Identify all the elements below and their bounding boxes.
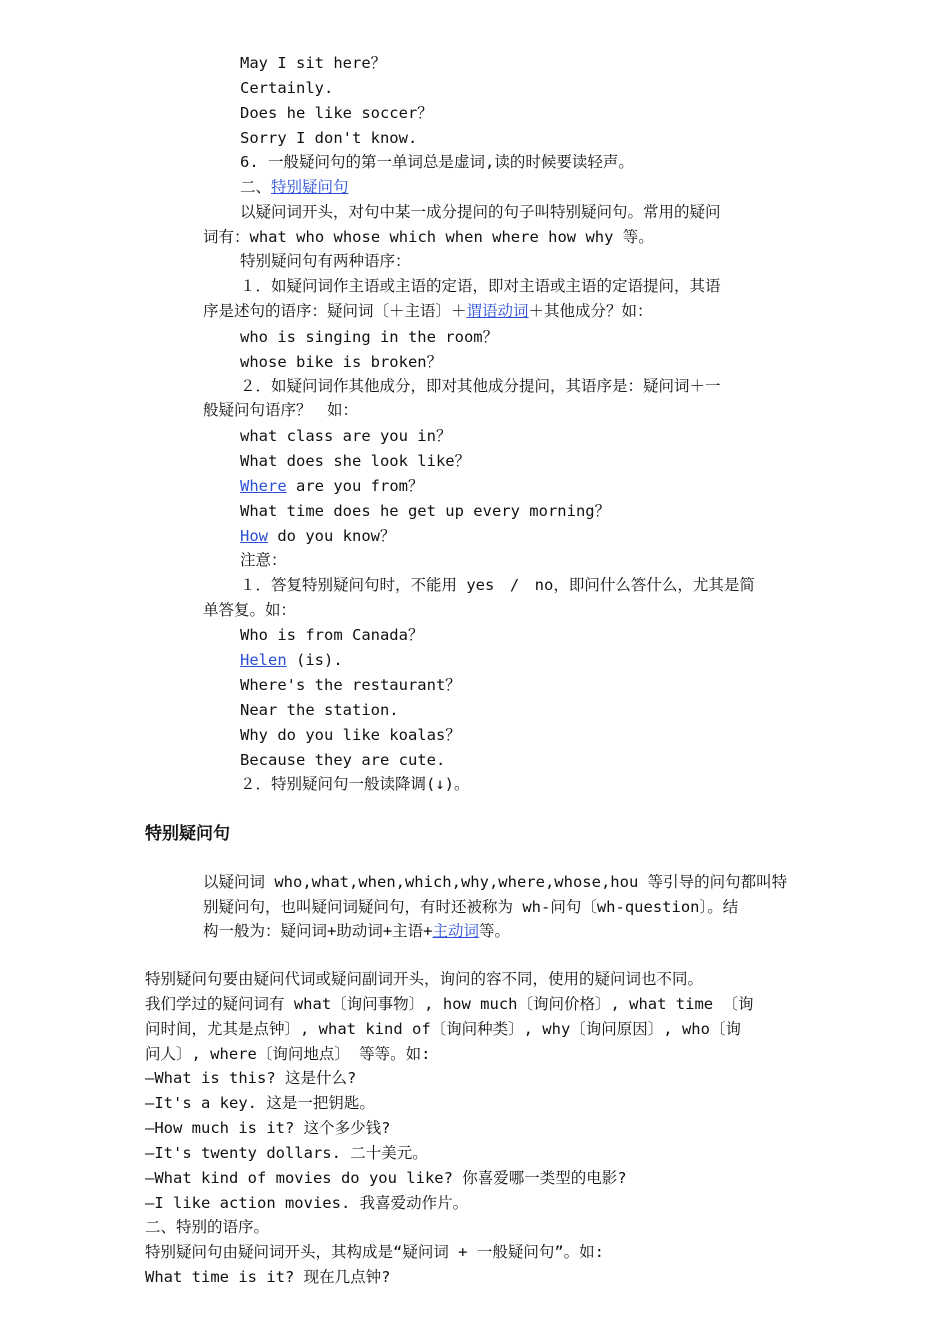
example-sentence-rest: are you from？ [286, 477, 424, 495]
paragraph-text: 问时间，尤其是点钟〕, what kind of〔询问种类〕, why〔询问原因〕, who〔询 [145, 1020, 741, 1038]
example-sentence-rest: (is). [286, 651, 343, 669]
example-sentence: Sorry I don't know. [240, 129, 418, 147]
rule-1-text-part: 序是述句的语序：疑问词〔＋主语〕＋ [203, 302, 467, 320]
dialogue-line: —It's a key. 这是一把钥匙。 [145, 1094, 375, 1112]
two-orders-text: 特别疑问句有两种语序： [240, 252, 411, 270]
example-sentence: May I sit here？ [240, 54, 387, 72]
helen-link[interactable]: Helen [240, 651, 287, 669]
section-2-title [240, 177, 349, 197]
example-sentence-rest: do you know？ [268, 527, 396, 545]
example-sentence: Where's the restaurant？ [240, 676, 461, 694]
paragraph-text: 特别疑问句由疑问词开头，其构成是“疑问词 + 一般疑问句”。如: [145, 1243, 604, 1261]
intro-text: 以疑问词开头，对句中某一成分提问的句子叫特别疑问句。常用的疑问 [240, 203, 721, 221]
main-verb-link[interactable]: 主动词 [432, 922, 480, 940]
section-heading: 特别疑问句 [145, 824, 230, 844]
special-question-link[interactable]: 特别疑问句 [271, 178, 349, 196]
dialogue-line: —What kind of movies do you like? 你喜爱哪一类型的电影? [145, 1169, 627, 1187]
example-sentence: what class are you in？ [240, 427, 452, 445]
rule-1-text: １．如疑问词作主语或主语的定语，即对主语或主语的定语提问，其语 [240, 277, 721, 295]
note-1-text: 单答复。如： [203, 601, 297, 619]
paragraph-text: 特别疑问句要由疑问代词或疑问副词开头，询问的容不同，使用的疑问词也不同。 [145, 970, 704, 988]
example-sentence: Because they are cute. [240, 751, 446, 769]
example-sentence: Does he like soccer？ [240, 104, 433, 122]
example-sentence [240, 526, 395, 546]
paragraph-text: 我们学过的疑问词有 what〔询问事物〕, how much〔询问价格〕, what time 〔询 [145, 995, 754, 1013]
intro-text: 词有：what who whose which when where how why 等。 [203, 228, 654, 246]
paragraph-text: 问人〕, where〔询问地点〕 等等。如: [145, 1045, 431, 1063]
dialogue-line: —How much is it? 这个多少钱? [145, 1119, 391, 1137]
example-sentence: Certainly. [240, 79, 334, 97]
rule-2-text: 般疑问句语序？ 如： [203, 401, 359, 419]
note-label: 注意： [240, 551, 287, 569]
section-2-prefix: 二、 [240, 178, 272, 196]
rule-2-text: ２．如疑问词作其他成分，即对其他成分提问，其语序是：疑问词＋一 [240, 377, 721, 395]
definition-text-part: 等。 [479, 922, 511, 940]
predicate-verb-link[interactable]: 谓语动词 [466, 302, 529, 320]
note-2-text: ２．特别疑问句一般读降调(↓)。 [240, 775, 470, 793]
example-sentence: Near the station. [240, 701, 399, 719]
definition-text-part: 构一般为：疑问词+助动词+主语+ [203, 922, 433, 940]
example-sentence: whose bike is broken？ [240, 353, 443, 371]
rule-1-text-part: ＋其他成分？如： [528, 302, 653, 320]
note-1-text: １．答复特别疑问句时，不能用 yes / no，即问什么答什么，尤其是简 [240, 576, 755, 594]
rule-1-text [203, 301, 653, 321]
example-sentence [240, 476, 424, 496]
definition-text [203, 921, 510, 941]
dialogue-line: —What is this? 这是什么? [145, 1069, 357, 1087]
example-sentence [240, 650, 343, 670]
subsection-title: 二、特别的语序。 [145, 1218, 270, 1236]
dialogue-line: —It's twenty dollars. 二十美元。 [145, 1144, 428, 1162]
dialogue-line: —I like action movies. 我喜爱动作片。 [145, 1194, 469, 1212]
example-sentence: Who is from Canada？ [240, 626, 424, 644]
example-sentence: What time is it? 现在几点钟? [145, 1268, 391, 1286]
where-link[interactable]: Where [240, 477, 287, 495]
definition-text: 别疑问句，也叫疑问词疑问句，有时还被称为 wh-问句〔wh-question〕。结 [203, 898, 739, 916]
rule-point-6: 6. 一般疑问句的第一单词总是虚词,读的时候要读轻声。 [240, 153, 634, 171]
example-sentence: Why do you like koalas？ [240, 726, 461, 744]
example-sentence: What does she look like？ [240, 452, 471, 470]
example-sentence: who is singing in the room？ [240, 328, 499, 346]
how-link[interactable]: How [240, 527, 268, 545]
definition-text: 以疑问词 who,what,when,which,why,where,whose,hou 等引导的问句都叫特 [203, 873, 788, 891]
example-sentence: What time does he get up every morning？ [240, 502, 611, 520]
